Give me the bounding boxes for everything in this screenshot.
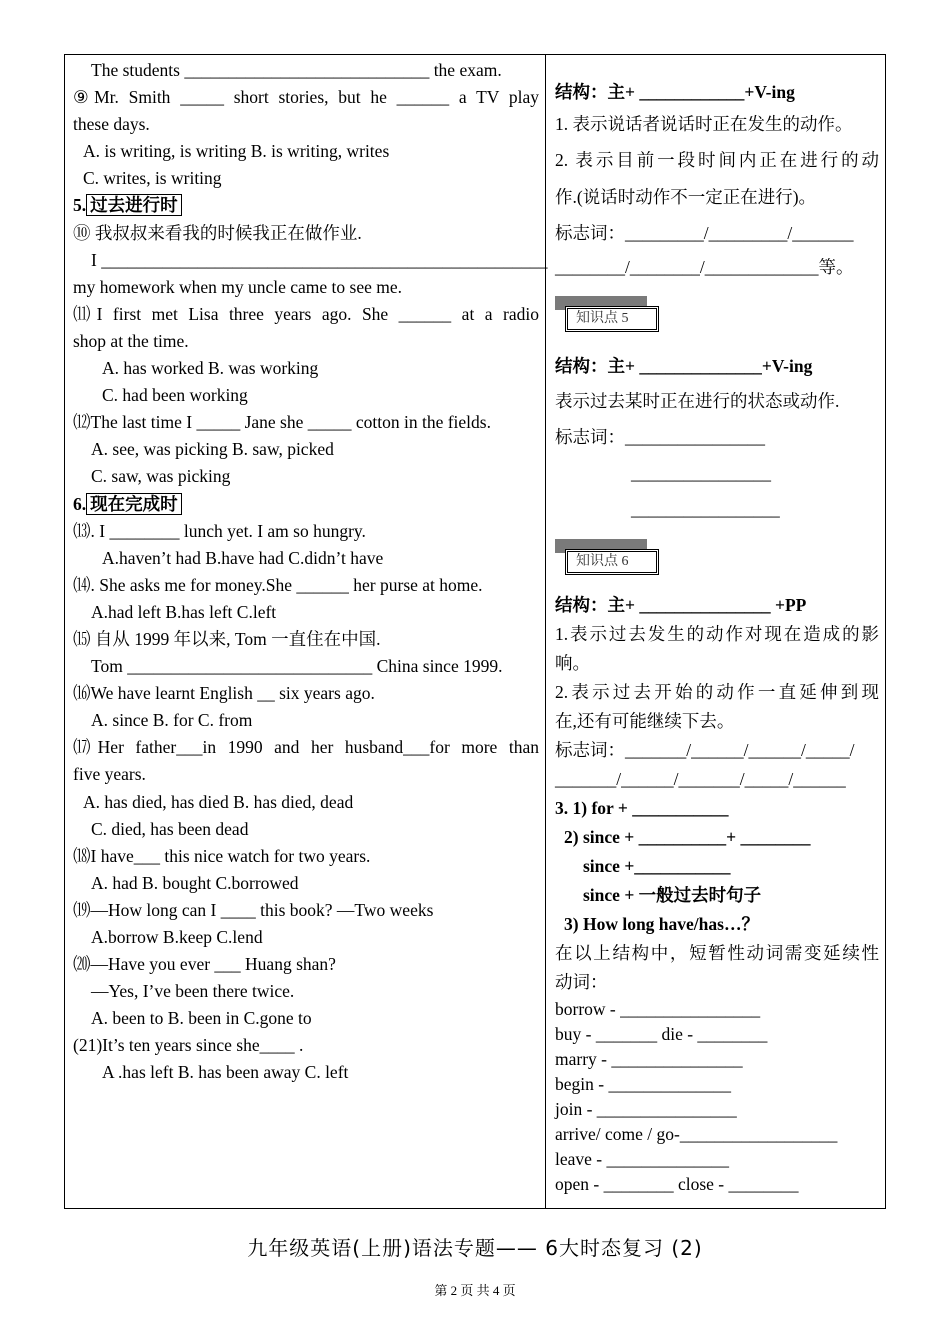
right-line: 标志词：________________ <box>555 427 765 447</box>
knowledge-point-label: 知识点 5 <box>565 306 659 332</box>
right-line: 动词： <box>555 972 608 992</box>
left-line: ⒁. She asks me for money.She ______ her purse at home. <box>73 574 483 595</box>
left-line: ⑩ 我叔叔来看我的时候我正在做作业. <box>73 222 362 243</box>
left-line: ⒄Her father___in 1990 and her husband___for more than <box>73 737 539 758</box>
bold-line: since +___________ <box>583 856 731 876</box>
left-line: C. died, has been dead <box>91 818 249 839</box>
knowledge-point-6 <box>555 539 879 585</box>
left-line: A. been to B. been in C.gone to <box>91 1008 312 1029</box>
left-line: ⑿The last time I _____ Jane she _____ cotton in the fields. <box>73 412 491 433</box>
right-line: ________________ <box>631 463 771 483</box>
section-title-box: 现在完成时 <box>86 493 182 515</box>
right-line: 表示过去某时正在进行的状态或动作. <box>555 391 840 411</box>
left-line: ⒂ 自从 1999 年以来, Tom 一直住在中国. <box>73 628 381 649</box>
column-divider <box>545 54 546 1209</box>
left-column <box>73 57 548 1087</box>
left-line: ⒇—Have you ever ___ Huang shan? <box>73 954 336 975</box>
right-line: _________________ <box>631 499 780 519</box>
section-number: 6. <box>73 493 87 514</box>
verb-line: borrow - ________________ <box>555 999 761 1019</box>
right-line: _______/______/_______/_____/______ <box>555 769 846 789</box>
left-line: these days. <box>73 114 150 135</box>
bold-line: 2) since + __________+ ________ <box>564 827 811 847</box>
right-line: 在,还有可能继续下去。 <box>555 711 735 731</box>
left-line: A. has died, has died B. has died, dead <box>83 791 354 812</box>
structure-line: 结构：主+ _______________ +PP <box>555 595 807 615</box>
structure-line: 结构：主+ ____________+V-ing <box>555 82 795 102</box>
left-line: A.had left B.has left C.left <box>91 601 277 622</box>
right-line: 1. 表示说话者说话时正在发生的动作。 <box>555 114 853 134</box>
left-line: ⒅I have___ this nice watch for two years. <box>73 845 371 866</box>
verb-line: open - ________ close - ________ <box>555 1174 799 1194</box>
bold-line: 3. 1) for + ___________ <box>555 798 729 818</box>
right-line: ________/________/_____________等。 <box>555 257 854 277</box>
left-line: —Yes, I’ve been there twice. <box>91 981 295 1002</box>
right-line: 2. 表示目前一段时间内正在进行的动 <box>555 150 879 170</box>
right-line: 在以上结构中，短暂性动词需变延续性 <box>555 943 879 963</box>
verb-line: buy - _______ die - ________ <box>555 1024 768 1044</box>
left-line: I ___________________________________________________ <box>91 249 548 270</box>
left-line: A. see, was picking B. saw, picked <box>91 439 334 460</box>
section-number: 5. <box>73 195 87 216</box>
verb-line: begin - ______________ <box>555 1074 731 1094</box>
knowledge-point-5 <box>555 296 879 342</box>
left-line: ⒆—How long can I ____ this book? —Two weeks <box>73 899 434 920</box>
knowledge-point-label: 知识点 6 <box>565 549 659 575</box>
left-line: A .has left B. has been away C. left <box>102 1062 349 1083</box>
left-line: C. writes, is writing <box>83 168 222 189</box>
verb-line: marry - _______________ <box>555 1049 743 1069</box>
right-line: 作.(说话时动作不一定正在进行)。 <box>555 187 817 207</box>
left-line: The students ____________________________ the exam. <box>91 60 502 80</box>
left-line: shop at the time. <box>73 330 189 351</box>
left-line: ⒃We have learnt English __ six years ago. <box>73 683 375 704</box>
right-column <box>555 78 879 1197</box>
bold-line: since + 一般过去时句子 <box>583 885 762 905</box>
verb-line: arrive/ come / go-__________________ <box>555 1124 838 1144</box>
left-line: A. is writing, is writing B. is writing, writes <box>83 141 390 162</box>
left-line: A. has worked B. was working <box>102 358 319 379</box>
left-line: (21)It’s ten years since she____ . <box>73 1035 304 1056</box>
right-line: 2.表示过去开始的动作一直延伸到现 <box>555 682 879 702</box>
left-line: ⑨Mr. Smith _____ short stories, but he ______ a TV play <box>73 87 539 108</box>
bold-line: 3) How long have/has…？ <box>564 914 759 934</box>
left-line: ⒀. I ________ lunch yet. I am so hungry. <box>73 520 366 541</box>
left-line: five years. <box>73 764 146 785</box>
section-title-box: 过去进行时 <box>86 194 182 216</box>
left-line: my homework when my uncle came to see me. <box>73 276 402 297</box>
left-line: Tom ____________________________ China since 1999. <box>91 656 503 677</box>
left-line: C. had been working <box>102 385 248 406</box>
verb-line: leave - ______________ <box>555 1149 729 1169</box>
section-heading-5 <box>73 192 539 219</box>
left-line: ⑾I first met Lisa three years ago. She ______ at a radio <box>73 303 539 324</box>
left-line: A. since B. for C. from <box>91 710 253 731</box>
page-title: 九年级英语(上册)语法专题—— 6大时态复习 (2) <box>247 1236 703 1260</box>
right-line: 标志词：_______/______/______/_____/ <box>555 740 855 760</box>
right-line: 1.表示过去发生的动作对现在造成的影 <box>555 624 879 644</box>
structure-line: 结构：主+ ______________+V-ing <box>555 356 813 376</box>
left-line: A.haven’t had B.have had C.didn’t have <box>102 547 384 568</box>
verb-line: join - ________________ <box>555 1099 737 1119</box>
right-line: 标志词：_________/_________/_______ <box>555 223 854 243</box>
left-line: A.borrow B.keep C.lend <box>91 927 263 947</box>
page-footer: 第 2 页 共 4 页 <box>434 1283 516 1298</box>
right-line: 响。 <box>555 653 590 673</box>
left-line: C. saw, was picking <box>91 466 231 487</box>
left-line: A. had B. bought C.borrowed <box>91 872 299 893</box>
section-heading-6 <box>73 491 539 518</box>
